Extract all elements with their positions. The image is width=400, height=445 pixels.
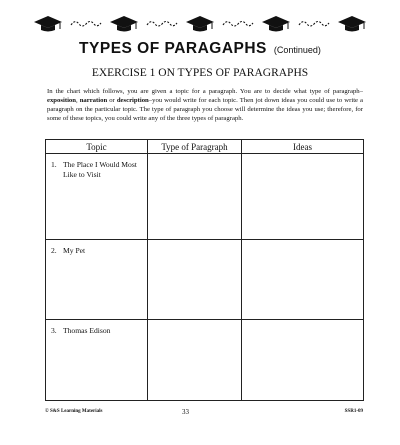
topic-number: 3.	[51, 326, 57, 335]
term-exposition: exposition	[47, 96, 76, 104]
paragraph-chart	[45, 139, 364, 401]
table-row	[46, 240, 364, 320]
topic-number: 2.	[51, 246, 57, 255]
swirl-ornament-icon	[297, 17, 331, 31]
title-note: (Continued)	[273, 45, 321, 55]
graduation-cap-icon	[33, 15, 63, 33]
exercise-title: EXERCISE 1 ON TYPES OF PARAGRAPHS	[91, 67, 309, 79]
ideas-cell[interactable]	[242, 320, 364, 401]
type-of-paragraph-cell[interactable]	[148, 154, 242, 240]
instructions-text-b: –you would write for each topic. Then jot down ideas you could use to write a paragraph on the particular topic. The type of paragraph you choose will determine the ideas you use; therefore, for some of these topics, you could write any of the three types of paragraph.	[47, 96, 364, 122]
table-row	[46, 154, 364, 240]
header-ideas: Ideas	[242, 140, 364, 154]
page-title	[0, 40, 400, 58]
topic-cell	[46, 240, 148, 320]
topic-cell	[46, 154, 148, 240]
term-narration: narration	[79, 96, 108, 104]
header-topic: Topic	[46, 140, 148, 154]
term-description: description	[116, 96, 149, 104]
page-number: 33	[182, 408, 189, 416]
decorative-banner	[33, 14, 367, 34]
swirl-ornament-icon	[221, 17, 255, 31]
chart-header-row	[46, 140, 364, 154]
instructions-paragraph	[47, 88, 363, 124]
ideas-cell[interactable]	[242, 154, 364, 240]
table-row	[46, 320, 364, 401]
graduation-cap-icon	[261, 15, 291, 33]
product-code: SSR1-09	[344, 409, 363, 414]
topic-number: 1.	[51, 160, 57, 169]
graduation-cap-icon	[337, 15, 367, 33]
topic-text: My Pet	[63, 246, 86, 255]
instructions-comma: ,	[75, 96, 80, 104]
type-of-paragraph-cell[interactable]	[148, 240, 242, 320]
instructions-or: or	[107, 96, 117, 104]
topic-text: The Place I Would Most Like to Visit	[63, 160, 137, 179]
topic-text: Thomas Edison	[63, 326, 111, 335]
swirl-ornament-icon	[145, 17, 179, 31]
graduation-cap-icon	[185, 15, 215, 33]
ideas-cell[interactable]	[242, 240, 364, 320]
title-main: TYPES OF PARAGAPHS	[79, 40, 267, 57]
copyright-text: © S&S Learning Materials	[45, 409, 103, 414]
type-of-paragraph-cell[interactable]	[148, 320, 242, 401]
header-type-of-paragraph: Type of Paragraph	[148, 140, 242, 154]
graduation-cap-icon	[109, 15, 139, 33]
topic-cell	[46, 320, 148, 401]
page-footer	[45, 408, 363, 418]
swirl-ornament-icon	[69, 17, 103, 31]
instructions-text-a: In the chart which follows, you are given a topic for a paragraph. You are to decide what type of paragraph–	[47, 88, 363, 95]
